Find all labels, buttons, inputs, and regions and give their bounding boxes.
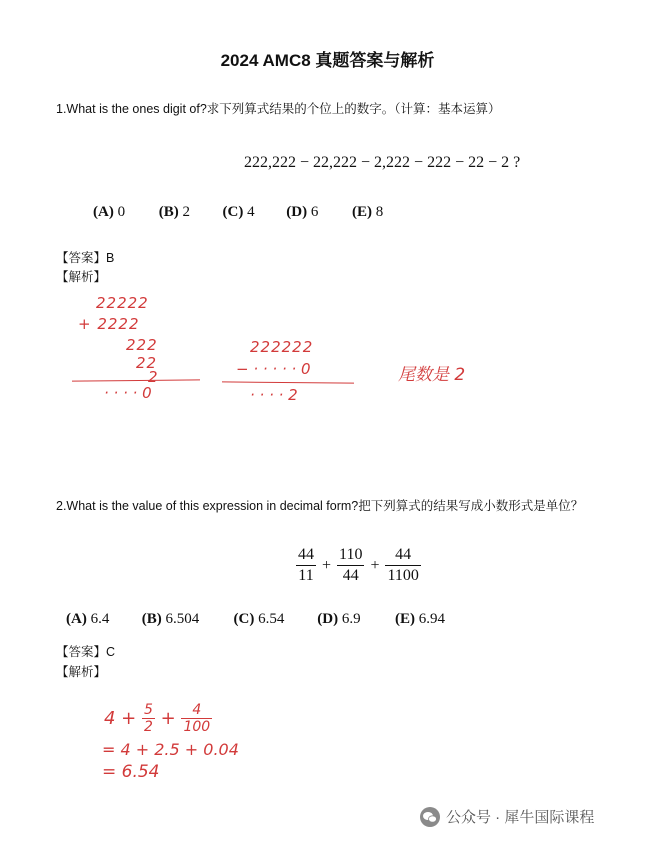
hw2-line-1: 222222	[250, 338, 314, 356]
q1-choice-b: (B) 2	[158, 204, 190, 220]
q2-fraction-1: $\frac{44}{11}$	[298, 546, 314, 584]
hw-note: 尾数是 2	[398, 365, 466, 385]
question-1-expression: 222,222 − 22,222 − 2,222 − 222 − 22 − 2 ?	[244, 154, 521, 171]
hw1-sum-line	[72, 379, 200, 381]
question-2-expression: $\frac{44}{11}$ + $\frac{110}{44}$ + $\frac{44}{1100}$	[298, 546, 419, 584]
hw1-line-2: + 2222	[78, 315, 140, 333]
q2-choice-b: (B) 6.504	[141, 611, 200, 627]
hw3-line-3: = 6.54	[102, 762, 160, 782]
q1-choice-e: (E) 8	[352, 204, 384, 220]
question-2-text: 2.What is the value of this expression in decimal form?把下列算式的结果写成小数形式是单位？	[56, 499, 584, 513]
q2-choice-c: (C) 6.54	[233, 611, 285, 627]
q2-fraction-3: $\frac{44}{1100}$	[387, 546, 419, 584]
hw3-line-2: = 4 + 2.5 + 0.04	[102, 740, 239, 759]
q1-choice-d: (D) 6	[286, 204, 319, 220]
question-1-analysis-label: 【解析】	[56, 270, 107, 284]
hw2-diff-line	[222, 381, 354, 383]
q1-choice-c: (C) 4	[222, 204, 255, 220]
question-2-analysis-label: 【解析】	[56, 665, 107, 679]
hw1-line-5: 2	[148, 368, 158, 386]
question-1-answer: 【答案】B	[56, 251, 115, 265]
hw3-line-1: 4 + $\frac{5}{2}$ + $\frac{4}{100}$	[104, 702, 211, 735]
question-1-choices	[93, 204, 383, 221]
hw2-result: · · · · 2	[250, 386, 298, 404]
watermark-text: 公众号 · 犀牛国际课程	[446, 809, 595, 826]
q2-choice-e: (E) 6.94	[395, 611, 445, 627]
hw2-line-2: − · · · · · 0	[236, 360, 311, 378]
q2-choice-d: (D) 6.9	[317, 611, 361, 627]
hw1-result: · · · · 0	[104, 384, 152, 402]
page-title: 2024 AMC8 真题答案与解析	[220, 51, 435, 70]
hw1-line-4: 22	[136, 354, 158, 372]
watermark	[420, 806, 594, 827]
q1-choice-a: (A) 0	[93, 204, 126, 220]
wechat-icon	[420, 807, 440, 827]
q2-fraction-2: $\frac{110}{44}$	[339, 546, 363, 584]
hw1-line-1: 22222	[96, 294, 149, 312]
question-2-answer: 【答案】C	[56, 645, 116, 659]
hw1-line-3: 222	[126, 336, 158, 354]
question-2-choices	[66, 611, 445, 628]
question-1-text: 1.What is the ones digit of?求下列算式结果的个位上的数字。（计算：基本运算）	[56, 102, 501, 116]
q2-choice-a: (A) 6.4	[66, 611, 110, 627]
